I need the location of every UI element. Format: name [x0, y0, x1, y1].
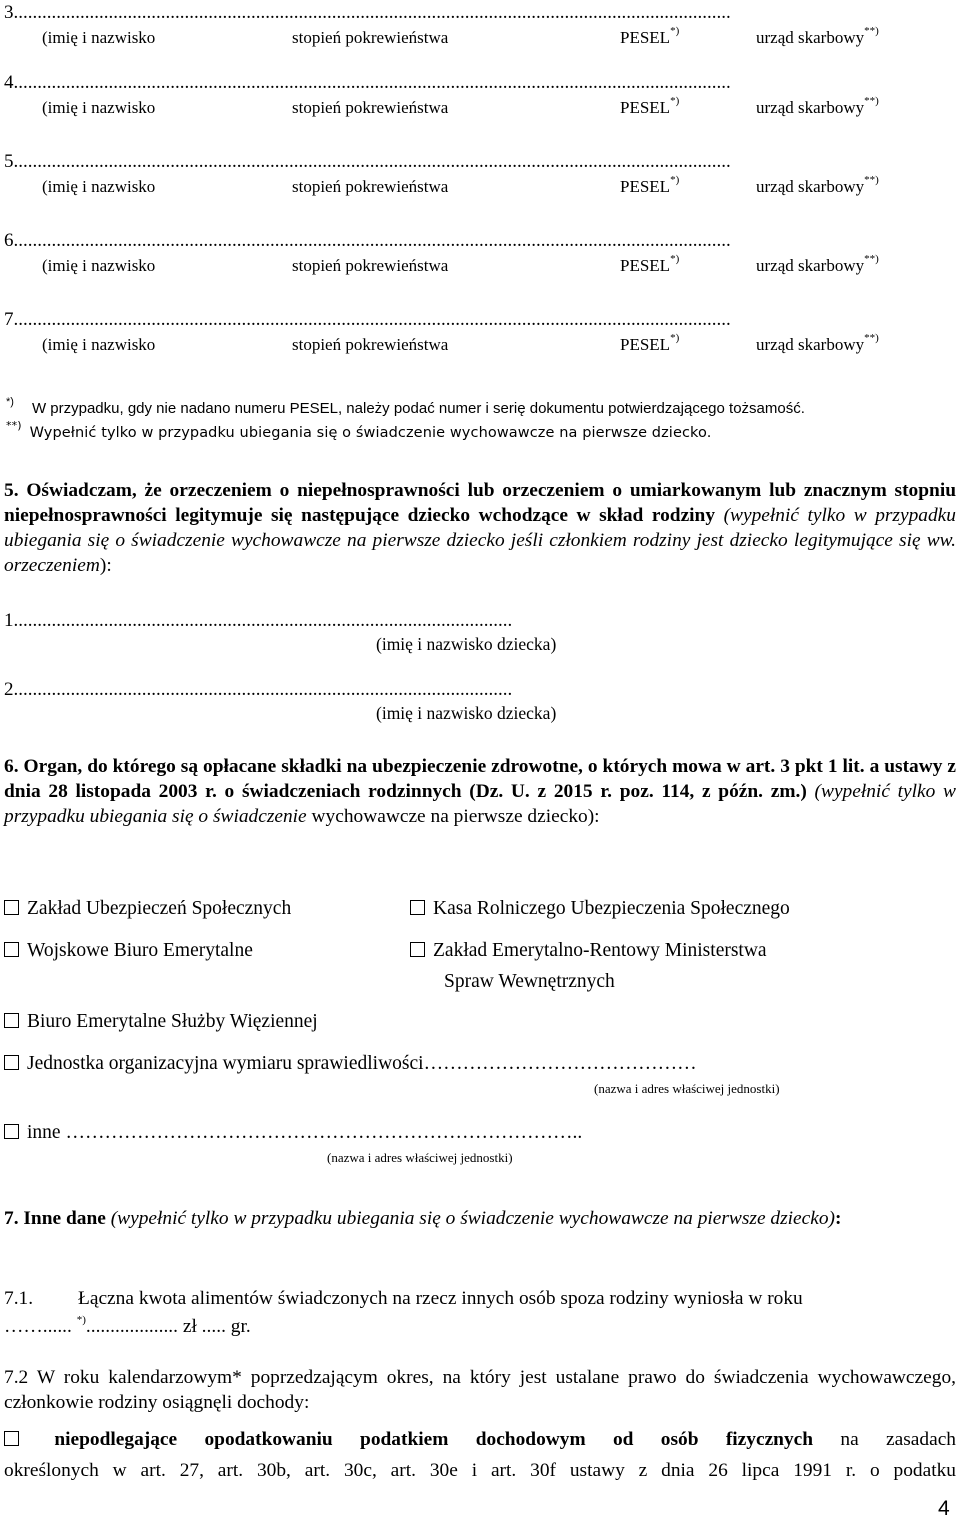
checkbox[interactable] — [4, 1013, 19, 1028]
option-besw[interactable]: Biuro Emerytalne Służby Więziennej — [4, 1011, 318, 1033]
option-zer[interactable]: Zakład Emerytalno-Rentowy Ministerstwa — [410, 940, 767, 962]
section-7-1-text: Łączna kwota alimentów świadczonych na rzecz innych osób spoza rodziny wyniosła w roku — [78, 1288, 803, 1309]
jednostka-caption: (nazwa i adres właściwej jednostki) — [594, 1081, 780, 1096]
option-niepodlegajace[interactable]: niepodlegające opodatkowaniu podatkiem dochodowym od osób fizycznych na zasadach — [4, 1429, 956, 1451]
label-relation: stopień pokrewieństwa — [292, 98, 449, 117]
option-jednostka[interactable]: Jednostka organizacyjna wymiaru sprawiedliwości…………………………………… — [4, 1053, 697, 1075]
row-number-line: 4....................................................................................................................................................... — [4, 72, 731, 93]
section-6-statement: 6. Organ, do którego są opłacane składki na ubezpieczenie zdrowotne, o których mowa w art. 3 pkt 1 lit. a ustawy z dnia 28 listopada 2003 r. o świadczeniach rodzinnych (Dz. U. z 2015 r. poz. 114, z późn. zm.) (wypełnić tylko w przypadku ubiegania się o świadczenie wychowawcze na pierwsze dziecko): — [4, 756, 956, 827]
label-pesel: PESEL*) — [620, 253, 680, 275]
label-name: (imię i nazwisko — [42, 256, 156, 275]
section-7-heading: 7. Inne dane (wypełnić tylko w przypadku ubiegania się o świadczenie wychowawcze na pierwsze dziecko): — [4, 1208, 842, 1229]
section-7-1-number: 7.1. — [4, 1288, 34, 1309]
label-relation: stopień pokrewieństwa — [292, 28, 449, 47]
option-zus[interactable]: Zakład Ubezpieczeń Społecznych — [4, 898, 291, 920]
label-tax-office: urząd skarbowy**) — [756, 332, 879, 354]
option-krus[interactable]: Kasa Rolniczego Ubezpieczenia Społecznego — [410, 898, 790, 920]
checkbox[interactable] — [4, 1055, 19, 1070]
inne-caption: (nazwa i adres właściwej jednostki) — [327, 1150, 513, 1165]
row-number-line: 7....................................................................................................................................................... — [4, 309, 731, 330]
label-pesel: PESEL*) — [620, 332, 680, 354]
row-number-line: 5....................................................................................................................................................... — [4, 151, 731, 172]
label-relation: stopień pokrewieństwa — [292, 177, 449, 196]
label-relation: stopień pokrewieństwa — [292, 256, 449, 275]
niepodlegajace-line2: określonych w art. 27, art. 30b, art. 30c, art. 30e i art. 30f ustawy z dnia 26 lipca 1991 r. o podatku — [4, 1460, 956, 1481]
label-name: (imię i nazwisko — [42, 177, 156, 196]
option-zer-line2: Spraw Wewnętrznych — [444, 971, 615, 992]
child-2-line: 2......................................................................................................... — [4, 679, 513, 700]
checkbox[interactable] — [4, 900, 19, 915]
label-name: (imię i nazwisko — [42, 98, 156, 117]
checkbox[interactable] — [4, 1124, 19, 1139]
label-pesel: PESEL*) — [620, 174, 680, 196]
section-5-statement: 5. Oświadczam, że orzeczeniem o niepełnosprawności lub orzeczeniem o umiarkowanym lub znacznym stopniu niepełnosprawności legitymuje się następujące dziecko wchodzące w skład rodziny (wypełnić tylko w przypadku ubiegania się o świadczenie wychowawcze na pierwsze dziecko jeśli członkiem rodziny jest dziecko legitymujące się ww. orzeczeniem): — [4, 480, 956, 576]
footnote-2: **) Wypełnić tylko w przypadku ubiegania się o świadczenie wychowawcze na pierwsze dziecko. — [6, 419, 712, 441]
label-pesel: PESEL*) — [620, 25, 680, 47]
child-1-line: 1......................................................................................................... — [4, 610, 513, 631]
child-1-caption: (imię i nazwisko dziecka) — [376, 634, 557, 654]
row-number-line: 3....................................................................................................................................................... — [4, 2, 731, 23]
option-wbe[interactable]: Wojskowe Biuro Emerytalne — [4, 940, 253, 962]
child-2-caption: (imię i nazwisko dziecka) — [376, 703, 557, 723]
label-name: (imię i nazwisko — [42, 335, 156, 354]
section-7-1-amount: ……...... *)................... zł ..... gr. — [4, 1313, 251, 1337]
label-tax-office: urząd skarbowy**) — [756, 253, 879, 275]
page-number: 4 — [938, 1497, 950, 1520]
checkbox[interactable] — [4, 942, 19, 957]
label-pesel: PESEL*) — [620, 95, 680, 117]
label-tax-office: urząd skarbowy**) — [756, 25, 879, 47]
checkbox[interactable] — [4, 1431, 19, 1446]
section-7-2: 7.2 W roku kalendarzowym* poprzedzającym okres, na który jest ustalane prawo do świadczenia wychowawczego, członkowie rodziny osiągnęli dochody: — [4, 1367, 956, 1413]
footnote-1: *) W przypadku, gdy nie nadano numeru PESEL, należy podać numer i serię dokumentu potwierdzającego tożsamość. — [6, 396, 805, 417]
checkbox[interactable] — [410, 900, 425, 915]
label-tax-office: urząd skarbowy**) — [756, 174, 879, 196]
row-number-line: 6....................................................................................................................................................... — [4, 230, 731, 251]
option-inne[interactable]: inne …………………………………………………………………….. — [4, 1122, 582, 1144]
label-name: (imię i nazwisko — [42, 28, 156, 47]
label-relation: stopień pokrewieństwa — [292, 335, 449, 354]
label-tax-office: urząd skarbowy**) — [756, 95, 879, 117]
checkbox[interactable] — [410, 942, 425, 957]
